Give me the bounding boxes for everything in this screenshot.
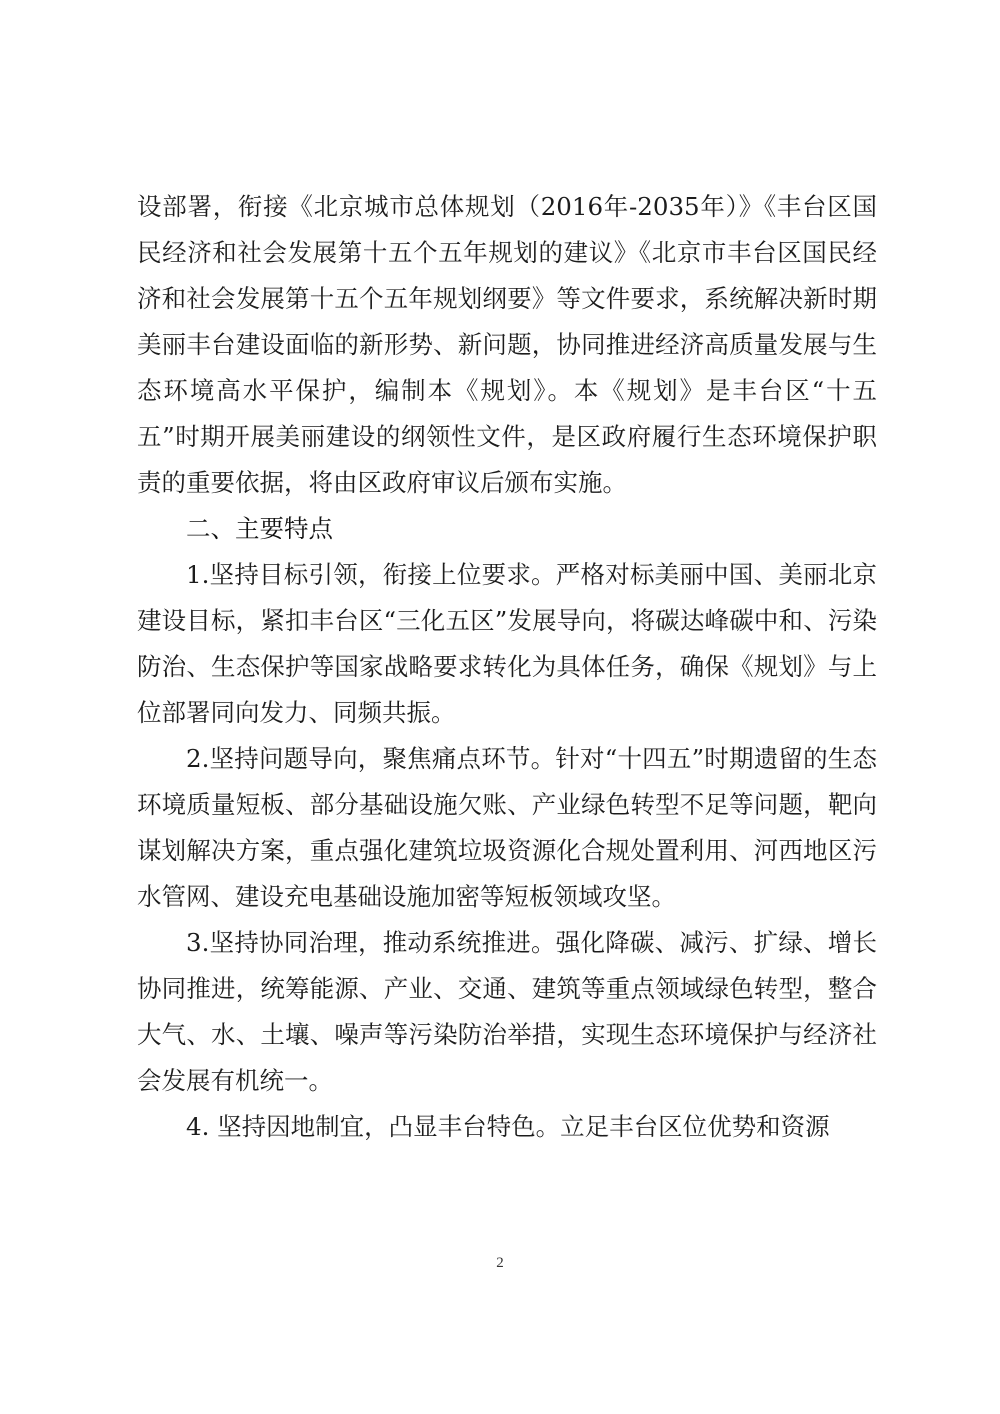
paragraph-point-4: 4. 坚持因地制宜，凸显丰台特色。立足丰台区位优势和资源 [186, 1112, 830, 1141]
page-number: 2 [496, 1255, 504, 1271]
paragraph-point-1: 1.坚持目标引领，衔接上位要求。严格对标美丽中国、美丽北京建设目标，紧扣丰台区“三化五区”发展导向，将碳达峰碳中和、污染防治、生态保护等国家战略要求转化为具体任务，确保《规划》与上位部署同向发力、同频共振。 [137, 560, 877, 727]
paragraph-point-2: 2.坚持问题导向，聚焦痛点环节。针对“十四五”时期遗留的生态环境质量短板、部分基础设施欠账、产业绿色转型不足等问题，靶向谋划解决方案，重点强化建筑垃圾资源化合规处置利用、河西地区污水管网、建设充电基础设施加密等短板领域攻坚。 [137, 744, 877, 911]
document-body [137, 184, 877, 1150]
section-heading: 二、主要特点 [186, 514, 333, 543]
paragraph-continuation: 设部署，衔接《北京城市总体规划（2016年-2035年）》《丰台区国民经济和社会发展第十五个五年规划的建议》《北京市丰台区国民经济和社会发展第十五个五年规划纲要》等文件要求，系统解决新时期美丽丰台建设面临的新形势、新问题，协同推进经济高质量发展与生态环境高水平保护，编制本《规划》。本《规划》是丰台区“十五五”时期开展美丽建设的纲领性文件，是区政府履行生态环境保护职责的重要依据，将由区政府审议后颁布实施。 [137, 192, 877, 497]
paragraph-point-3: 3.坚持协同治理，推动系统推进。强化降碳、减污、扩绿、增长协同推进，统筹能源、产业、交通、建筑等重点领域绿色转型，整合大气、水、土壤、噪声等污染防治举措，实现生态环境保护与经济社会发展有机统一。 [137, 928, 877, 1095]
